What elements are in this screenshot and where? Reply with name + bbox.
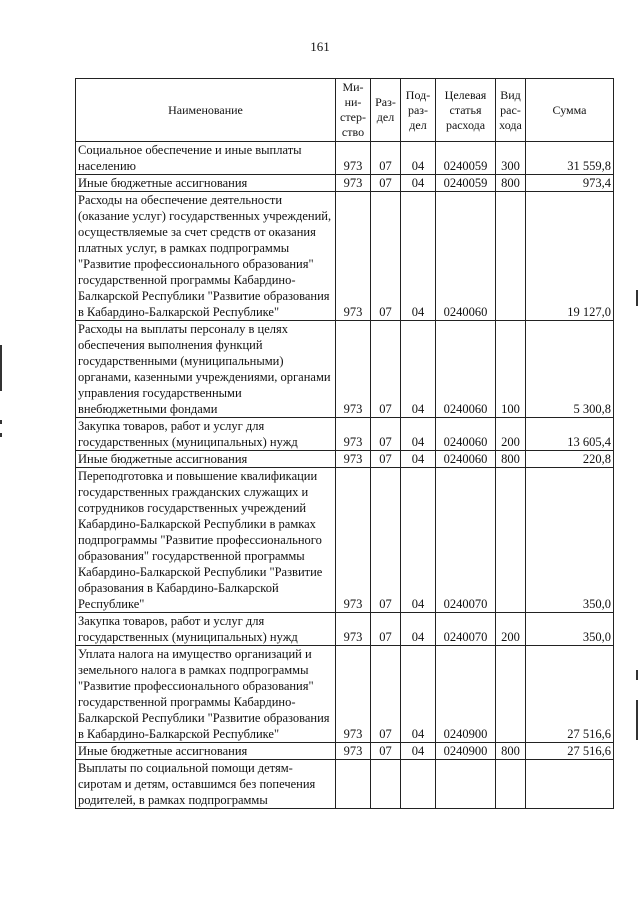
row-type: 200 [496, 613, 526, 646]
row-type: 800 [496, 451, 526, 468]
row-name: Социальное обеспечение и иные выплаты населению [76, 142, 336, 175]
row-sum: 220,8 [526, 451, 614, 468]
row-subsection: 04 [401, 468, 436, 613]
row-target: 0240060 [436, 192, 496, 321]
row-target: 0240059 [436, 142, 496, 175]
row-section: 07 [371, 468, 401, 613]
row-section: 07 [371, 743, 401, 760]
table-row [76, 760, 614, 809]
row-target: 0240060 [436, 418, 496, 451]
table-row [76, 451, 614, 468]
row-type: 800 [496, 743, 526, 760]
table-row [76, 142, 614, 175]
row-type [496, 192, 526, 321]
row-sum: 13 605,4 [526, 418, 614, 451]
row-section: 07 [371, 613, 401, 646]
left-margin-dash [0, 433, 2, 437]
row-section: 07 [371, 646, 401, 743]
budget-table [75, 78, 614, 809]
page-number: 161 [310, 39, 330, 54]
row-sum: 19 127,0 [526, 192, 614, 321]
header-expense-type: Вид рас- хода [496, 79, 526, 142]
right-margin-mark [636, 290, 638, 306]
header-name: Наименование [76, 79, 336, 142]
row-subsection: 04 [401, 451, 436, 468]
header-target-item: Целевая статья расхода [436, 79, 496, 142]
row-subsection: 04 [401, 192, 436, 321]
row-target: 0240900 [436, 646, 496, 743]
row-ministry: 973 [336, 451, 371, 468]
row-sum: 350,0 [526, 468, 614, 613]
header-ministry: Ми- ни- стер- ство [336, 79, 371, 142]
row-section: 07 [371, 418, 401, 451]
row-ministry: 973 [336, 321, 371, 418]
row-ministry: 973 [336, 646, 371, 743]
row-name: Расходы на обеспечение деятельности (оказание услуг) государственных учреждений, осуществляемые за счет средств от оказания платных услуг, в рамках подпрограммы "Развитие профессионального образования" государственной программы Кабардино-Балкарской Республики "Развитие образования в Кабардино-Балкарской Республике" [76, 192, 336, 321]
row-name: Переподготовка и повышение квалификации государственных гражданских служащих и сотрудников государственных учреждений Кабардино-Балкарской Республики в рамках подпрограммы "Развитие профессионального образования" государственной программы Кабардино-Балкарской Республики "Развитие образования в Кабардино-Балкарской Республике" [76, 468, 336, 613]
row-sum [526, 760, 614, 809]
left-margin-mark [0, 345, 2, 391]
header-subsection: Под- раз- дел [401, 79, 436, 142]
row-type: 200 [496, 418, 526, 451]
row-subsection [401, 760, 436, 809]
row-ministry [336, 760, 371, 809]
row-name: Расходы на выплаты персоналу в целях обеспечения выполнения функций государственными (муниципальными) органами, казенными учреждениями, органами управления государственными внебюджетными фондами [76, 321, 336, 418]
row-subsection: 04 [401, 142, 436, 175]
row-name: Иные бюджетные ассигнования [76, 451, 336, 468]
row-section: 07 [371, 175, 401, 192]
table-row [76, 321, 614, 418]
right-margin-mark [636, 700, 638, 740]
row-name: Закупка товаров, работ и услуг для государственных (муниципальных) нужд [76, 613, 336, 646]
row-type: 300 [496, 142, 526, 175]
header-sum: Сумма [526, 79, 614, 142]
row-ministry: 973 [336, 175, 371, 192]
row-subsection: 04 [401, 321, 436, 418]
row-name: Иные бюджетные ассигнования [76, 743, 336, 760]
row-section: 07 [371, 142, 401, 175]
row-target: 0240900 [436, 743, 496, 760]
row-section: 07 [371, 451, 401, 468]
header-section: Раз- дел [371, 79, 401, 142]
row-sum: 973,4 [526, 175, 614, 192]
row-subsection: 04 [401, 646, 436, 743]
row-subsection: 04 [401, 613, 436, 646]
table-header-row [76, 79, 614, 142]
row-target: 0240070 [436, 468, 496, 613]
table-row [76, 743, 614, 760]
row-subsection: 04 [401, 418, 436, 451]
table-body [76, 142, 614, 809]
row-name: Иные бюджетные ассигнования [76, 175, 336, 192]
row-sum: 5 300,8 [526, 321, 614, 418]
row-name: Уплата налога на имущество организаций и земельного налога в рамках подпрограммы "Развитие профессионального образования" государственной программы Кабардино-Балкарской Республики "Развитие образования в Кабардино-Балкарской Республике" [76, 646, 336, 743]
row-target: 0240060 [436, 451, 496, 468]
row-sum: 27 516,6 [526, 743, 614, 760]
table-row [76, 468, 614, 613]
row-sum: 31 559,8 [526, 142, 614, 175]
row-ministry: 973 [336, 142, 371, 175]
right-margin-mark [636, 670, 638, 680]
row-type: 100 [496, 321, 526, 418]
row-target: 0240059 [436, 175, 496, 192]
row-ministry: 973 [336, 743, 371, 760]
table-row [76, 646, 614, 743]
row-type [496, 760, 526, 809]
row-section: 07 [371, 321, 401, 418]
row-sum: 27 516,6 [526, 646, 614, 743]
left-margin-dash [0, 420, 2, 424]
row-type: 800 [496, 175, 526, 192]
row-type [496, 468, 526, 613]
table-row [76, 175, 614, 192]
row-subsection: 04 [401, 175, 436, 192]
row-type [496, 646, 526, 743]
row-target [436, 760, 496, 809]
row-name: Закупка товаров, работ и услуг для государственных (муниципальных) нужд [76, 418, 336, 451]
table-row [76, 192, 614, 321]
row-section [371, 760, 401, 809]
table-row [76, 418, 614, 451]
row-ministry: 973 [336, 468, 371, 613]
row-target: 0240070 [436, 613, 496, 646]
row-ministry: 973 [336, 613, 371, 646]
row-subsection: 04 [401, 743, 436, 760]
row-sum: 350,0 [526, 613, 614, 646]
row-target: 0240060 [436, 321, 496, 418]
row-name: Выплаты по социальной помощи детям-сиротам и детям, оставшимся без попечения родителей, в рамках подпрограммы [76, 760, 336, 809]
row-ministry: 973 [336, 192, 371, 321]
table-row [76, 613, 614, 646]
row-ministry: 973 [336, 418, 371, 451]
row-section: 07 [371, 192, 401, 321]
